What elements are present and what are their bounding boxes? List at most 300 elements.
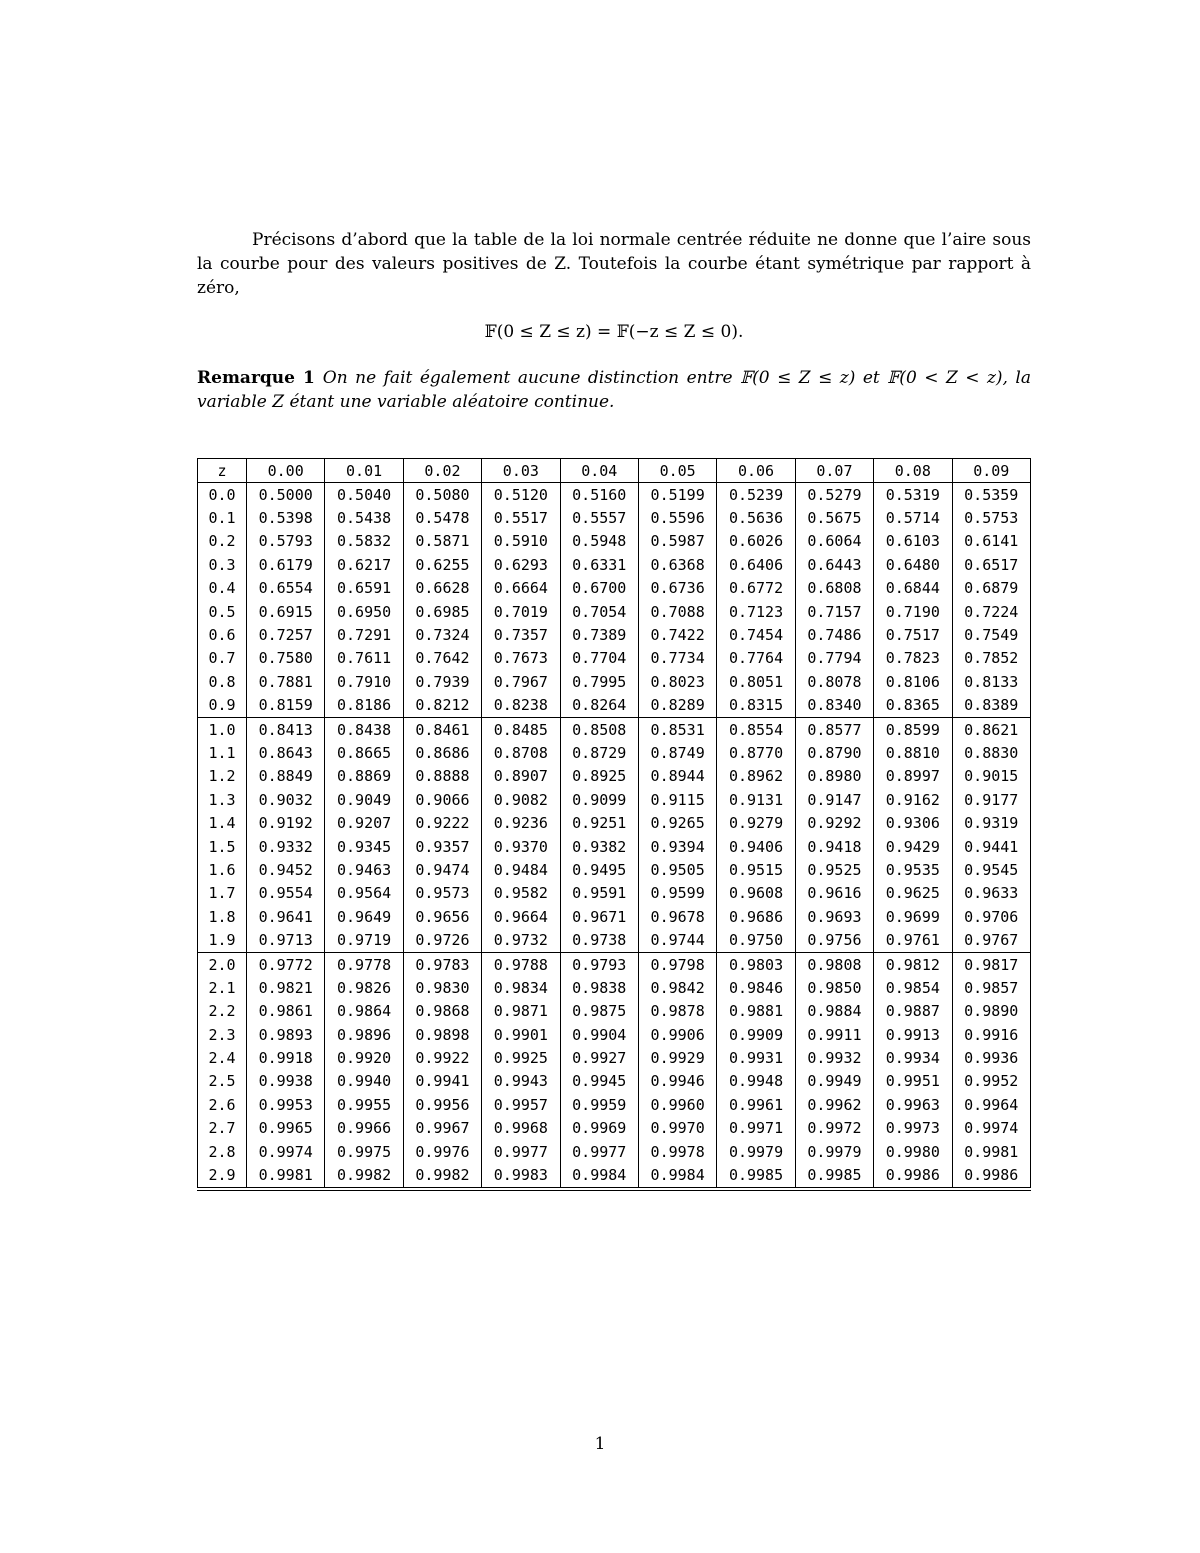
- probability-cell: 0.7190: [874, 600, 952, 623]
- probability-cell: 0.6026: [717, 530, 795, 553]
- probability-cell: 0.9726: [403, 928, 481, 952]
- probability-cell: 0.9761: [874, 928, 952, 952]
- probability-cell: 0.9066: [403, 788, 481, 811]
- probability-cell: 0.8078: [795, 670, 873, 693]
- probability-cell: 0.6915: [247, 600, 325, 623]
- probability-cell: 0.5557: [560, 506, 638, 529]
- table-row: [198, 1163, 1031, 1188]
- z-value-cell: 1.6: [198, 858, 247, 881]
- probability-cell: 0.9452: [247, 858, 325, 881]
- column-header: 0.00: [247, 459, 325, 483]
- table-row: [198, 600, 1031, 623]
- z-value-cell: 0.5: [198, 600, 247, 623]
- column-header: 0.09: [952, 459, 1030, 483]
- probability-cell: 0.9207: [325, 811, 403, 834]
- probability-cell: 0.8643: [247, 741, 325, 764]
- probability-cell: 0.9913: [874, 1023, 952, 1046]
- probability-cell: 0.6293: [482, 553, 560, 576]
- table-row: [198, 788, 1031, 811]
- probability-cell: 0.7611: [325, 647, 403, 670]
- probability-cell: 0.7995: [560, 670, 638, 693]
- probability-cell: 0.7580: [247, 647, 325, 670]
- probability-cell: 0.8888: [403, 765, 481, 788]
- probability-cell: 0.7486: [795, 623, 873, 646]
- table-row: [198, 835, 1031, 858]
- probability-cell: 0.9706: [952, 905, 1030, 928]
- probability-cell: 0.9332: [247, 835, 325, 858]
- probability-cell: 0.7454: [717, 623, 795, 646]
- probability-cell: 0.5438: [325, 506, 403, 529]
- z-value-cell: 0.8: [198, 670, 247, 693]
- probability-cell: 0.9972: [795, 1117, 873, 1140]
- probability-cell: 0.6591: [325, 577, 403, 600]
- probability-cell: 0.8438: [325, 717, 403, 741]
- probability-cell: 0.8315: [717, 694, 795, 718]
- probability-cell: 0.9909: [717, 1023, 795, 1046]
- probability-cell: 0.9744: [638, 928, 716, 952]
- probability-cell: 0.9977: [482, 1140, 560, 1163]
- remark-text: On ne fait également aucune distinction entre 𝔽(0 ≤ Z ≤ z) et 𝔽(0 < Z < z), la variable Z étant une variable aléatoire continue.: [197, 368, 1032, 412]
- probability-cell: 0.9772: [247, 952, 325, 976]
- probability-cell: 0.9846: [717, 976, 795, 999]
- probability-cell: 0.7389: [560, 623, 638, 646]
- probability-cell: 0.8133: [952, 670, 1030, 693]
- probability-cell: 0.6064: [795, 530, 873, 553]
- probability-cell: 0.8849: [247, 765, 325, 788]
- probability-cell: 0.9857: [952, 976, 1030, 999]
- probability-cell: 0.9864: [325, 1000, 403, 1023]
- probability-cell: 0.6443: [795, 553, 873, 576]
- probability-cell: 0.9821: [247, 976, 325, 999]
- intro-paragraph: [197, 228, 1031, 300]
- probability-cell: 0.9898: [403, 1023, 481, 1046]
- probability-cell: 0.9671: [560, 905, 638, 928]
- probability-cell: 0.6517: [952, 553, 1030, 576]
- probability-cell: 0.9868: [403, 1000, 481, 1023]
- probability-cell: 0.8051: [717, 670, 795, 693]
- probability-cell: 0.9901: [482, 1023, 560, 1046]
- symmetry-equation: 𝔽(0 ≤ Z ≤ z) = 𝔽(−z ≤ Z ≤ 0).: [484, 322, 744, 342]
- probability-cell: 0.9049: [325, 788, 403, 811]
- probability-cell: 0.6554: [247, 577, 325, 600]
- probability-cell: 0.8508: [560, 717, 638, 741]
- column-header: 0.02: [403, 459, 481, 483]
- table-row: [198, 623, 1031, 646]
- probability-cell: 0.9949: [795, 1070, 873, 1093]
- probability-cell: 0.9441: [952, 835, 1030, 858]
- probability-cell: 0.9929: [638, 1046, 716, 1069]
- probability-cell: 0.9525: [795, 858, 873, 881]
- probability-cell: 0.9975: [325, 1140, 403, 1163]
- table-row: [198, 1070, 1031, 1093]
- probability-cell: 0.9911: [795, 1023, 873, 1046]
- probability-cell: 0.8962: [717, 765, 795, 788]
- z-value-cell: 1.5: [198, 835, 247, 858]
- probability-cell: 0.5359: [952, 483, 1030, 507]
- probability-cell: 0.9973: [874, 1117, 952, 1140]
- table-row: [198, 811, 1031, 834]
- z-value-cell: 0.3: [198, 553, 247, 576]
- table-row: [198, 765, 1031, 788]
- probability-cell: 0.7967: [482, 670, 560, 693]
- probability-cell: 0.9292: [795, 811, 873, 834]
- z-value-cell: 2.2: [198, 1000, 247, 1023]
- probability-cell: 0.9965: [247, 1117, 325, 1140]
- table-header-row: [198, 459, 1031, 483]
- table-row: [198, 1093, 1031, 1116]
- probability-cell: 0.9783: [403, 952, 481, 976]
- table-row: [198, 506, 1031, 529]
- probability-cell: 0.9854: [874, 976, 952, 999]
- probability-cell: 0.9971: [717, 1117, 795, 1140]
- probability-cell: 0.8907: [482, 765, 560, 788]
- probability-cell: 0.9535: [874, 858, 952, 881]
- probability-cell: 0.6179: [247, 553, 325, 576]
- probability-cell: 0.9925: [482, 1046, 560, 1069]
- probability-cell: 0.9922: [403, 1046, 481, 1069]
- table-row: [198, 717, 1031, 741]
- probability-cell: 0.9948: [717, 1070, 795, 1093]
- probability-cell: 0.5398: [247, 506, 325, 529]
- z-value-cell: 1.3: [198, 788, 247, 811]
- probability-cell: 0.9177: [952, 788, 1030, 811]
- probability-cell: 0.9981: [952, 1140, 1030, 1163]
- probability-cell: 0.9952: [952, 1070, 1030, 1093]
- probability-cell: 0.8023: [638, 670, 716, 693]
- probability-cell: 0.9830: [403, 976, 481, 999]
- table-row: [198, 1140, 1031, 1163]
- z-value-cell: 0.2: [198, 530, 247, 553]
- table-row: [198, 530, 1031, 553]
- probability-cell: 0.9798: [638, 952, 716, 976]
- probability-cell: 0.9279: [717, 811, 795, 834]
- probability-cell: 0.7088: [638, 600, 716, 623]
- probability-cell: 0.7157: [795, 600, 873, 623]
- probability-cell: 0.9505: [638, 858, 716, 881]
- probability-cell: 0.9878: [638, 1000, 716, 1023]
- probability-cell: 0.9984: [560, 1163, 638, 1188]
- table-body: [198, 483, 1031, 1189]
- probability-cell: 0.9890: [952, 1000, 1030, 1023]
- probability-cell: 0.9756: [795, 928, 873, 952]
- probability-cell: 0.9916: [952, 1023, 1030, 1046]
- probability-cell: 0.9495: [560, 858, 638, 881]
- probability-cell: 0.7324: [403, 623, 481, 646]
- intro-text: Précisons d’abord que la table de la loi normale centrée réduite ne donne que l’aire sous la courbe pour des valeurs positives de Z. Toutefois la courbe étant symétrique par rapport à zéro,: [197, 230, 1031, 298]
- probability-cell: 0.7054: [560, 600, 638, 623]
- z-value-cell: 1.7: [198, 882, 247, 905]
- probability-cell: 0.5199: [638, 483, 716, 507]
- probability-cell: 0.5000: [247, 483, 325, 507]
- probability-cell: 0.7517: [874, 623, 952, 646]
- probability-cell: 0.8264: [560, 694, 638, 718]
- probability-cell: 0.8531: [638, 717, 716, 741]
- probability-cell: 0.9962: [795, 1093, 873, 1116]
- probability-cell: 0.8729: [560, 741, 638, 764]
- probability-cell: 0.9983: [482, 1163, 560, 1188]
- probability-cell: 0.9893: [247, 1023, 325, 1046]
- column-header: 0.05: [638, 459, 716, 483]
- z-value-cell: 2.0: [198, 952, 247, 976]
- probability-cell: 0.9678: [638, 905, 716, 928]
- probability-cell: 0.9319: [952, 811, 1030, 834]
- probability-cell: 0.6628: [403, 577, 481, 600]
- probability-cell: 0.6844: [874, 577, 952, 600]
- probability-cell: 0.9963: [874, 1093, 952, 1116]
- column-header: 0.08: [874, 459, 952, 483]
- probability-cell: 0.6406: [717, 553, 795, 576]
- z-value-cell: 0.6: [198, 623, 247, 646]
- probability-cell: 0.6331: [560, 553, 638, 576]
- probability-cell: 0.7910: [325, 670, 403, 693]
- probability-cell: 0.9082: [482, 788, 560, 811]
- probability-cell: 0.7549: [952, 623, 1030, 646]
- probability-cell: 0.9920: [325, 1046, 403, 1069]
- probability-cell: 0.5793: [247, 530, 325, 553]
- probability-cell: 0.9406: [717, 835, 795, 858]
- table-row: [198, 741, 1031, 764]
- probability-cell: 0.9955: [325, 1093, 403, 1116]
- probability-cell: 0.9985: [795, 1163, 873, 1188]
- z-value-cell: 1.2: [198, 765, 247, 788]
- probability-cell: 0.9927: [560, 1046, 638, 1069]
- probability-cell: 0.9842: [638, 976, 716, 999]
- probability-cell: 0.9656: [403, 905, 481, 928]
- column-header: 0.07: [795, 459, 873, 483]
- z-value-cell: 0.9: [198, 694, 247, 718]
- probability-cell: 0.9974: [952, 1117, 1030, 1140]
- probability-cell: 0.9345: [325, 835, 403, 858]
- probability-cell: 0.9850: [795, 976, 873, 999]
- probability-cell: 0.9099: [560, 788, 638, 811]
- probability-cell: 0.8944: [638, 765, 716, 788]
- probability-cell: 0.9554: [247, 882, 325, 905]
- probability-cell: 0.5120: [482, 483, 560, 507]
- probability-cell: 0.7357: [482, 623, 560, 646]
- table-row: [198, 670, 1031, 693]
- probability-cell: 0.9222: [403, 811, 481, 834]
- probability-cell: 0.6736: [638, 577, 716, 600]
- probability-cell: 0.9515: [717, 858, 795, 881]
- z-value-cell: 1.1: [198, 741, 247, 764]
- probability-cell: 0.9474: [403, 858, 481, 881]
- z-value-cell: 2.8: [198, 1140, 247, 1163]
- probability-cell: 0.7939: [403, 670, 481, 693]
- probability-cell: 0.9357: [403, 835, 481, 858]
- probability-cell: 0.9641: [247, 905, 325, 928]
- probability-cell: 0.9938: [247, 1070, 325, 1093]
- probability-cell: 0.7764: [717, 647, 795, 670]
- probability-cell: 0.5948: [560, 530, 638, 553]
- probability-cell: 0.8389: [952, 694, 1030, 718]
- probability-cell: 0.5279: [795, 483, 873, 507]
- probability-cell: 0.9861: [247, 1000, 325, 1023]
- probability-cell: 0.9463: [325, 858, 403, 881]
- table-row: [198, 905, 1031, 928]
- probability-cell: 0.9960: [638, 1093, 716, 1116]
- probability-cell: 0.5675: [795, 506, 873, 529]
- probability-cell: 0.9940: [325, 1070, 403, 1093]
- probability-cell: 0.8365: [874, 694, 952, 718]
- probability-cell: 0.6217: [325, 553, 403, 576]
- remark-label: Remarque 1: [197, 368, 315, 388]
- probability-cell: 0.9969: [560, 1117, 638, 1140]
- probability-cell: 0.9887: [874, 1000, 952, 1023]
- probability-cell: 0.8925: [560, 765, 638, 788]
- probability-cell: 0.6480: [874, 553, 952, 576]
- probability-cell: 0.8212: [403, 694, 481, 718]
- probability-cell: 0.8790: [795, 741, 873, 764]
- probability-cell: 0.9608: [717, 882, 795, 905]
- probability-cell: 0.8708: [482, 741, 560, 764]
- probability-cell: 0.9968: [482, 1117, 560, 1140]
- probability-cell: 0.7123: [717, 600, 795, 623]
- probability-cell: 0.5636: [717, 506, 795, 529]
- probability-cell: 0.8289: [638, 694, 716, 718]
- probability-cell: 0.9265: [638, 811, 716, 834]
- probability-cell: 0.6368: [638, 553, 716, 576]
- probability-cell: 0.7422: [638, 623, 716, 646]
- probability-cell: 0.7852: [952, 647, 1030, 670]
- probability-cell: 0.9943: [482, 1070, 560, 1093]
- z-value-cell: 2.6: [198, 1093, 247, 1116]
- probability-cell: 0.8340: [795, 694, 873, 718]
- z-value-cell: 2.4: [198, 1046, 247, 1069]
- probability-cell: 0.9484: [482, 858, 560, 881]
- probability-cell: 0.9394: [638, 835, 716, 858]
- probability-cell: 0.6103: [874, 530, 952, 553]
- probability-cell: 0.9699: [874, 905, 952, 928]
- z-value-cell: 0.1: [198, 506, 247, 529]
- probability-cell: 0.8621: [952, 717, 1030, 741]
- probability-cell: 0.9951: [874, 1070, 952, 1093]
- probability-cell: 0.9693: [795, 905, 873, 928]
- probability-cell: 0.8869: [325, 765, 403, 788]
- probability-cell: 0.9976: [403, 1140, 481, 1163]
- probability-cell: 0.8186: [325, 694, 403, 718]
- column-header: 0.06: [717, 459, 795, 483]
- probability-cell: 0.9418: [795, 835, 873, 858]
- probability-cell: 0.8159: [247, 694, 325, 718]
- probability-cell: 0.9918: [247, 1046, 325, 1069]
- probability-cell: 0.7704: [560, 647, 638, 670]
- table-row: [198, 1117, 1031, 1140]
- probability-cell: 0.9974: [247, 1140, 325, 1163]
- probability-cell: 0.5239: [717, 483, 795, 507]
- probability-cell: 0.5753: [952, 506, 1030, 529]
- probability-cell: 0.9778: [325, 952, 403, 976]
- probability-cell: 0.8577: [795, 717, 873, 741]
- z-value-cell: 2.3: [198, 1023, 247, 1046]
- column-header: 0.03: [482, 459, 560, 483]
- probability-cell: 0.9826: [325, 976, 403, 999]
- probability-cell: 0.7642: [403, 647, 481, 670]
- probability-cell: 0.6772: [717, 577, 795, 600]
- table-row: [198, 647, 1031, 670]
- table-row: [198, 483, 1031, 507]
- probability-cell: 0.9980: [874, 1140, 952, 1163]
- probability-cell: 0.8106: [874, 670, 952, 693]
- probability-cell: 0.9032: [247, 788, 325, 811]
- probability-cell: 0.9306: [874, 811, 952, 834]
- probability-cell: 0.6985: [403, 600, 481, 623]
- table-row: [198, 1000, 1031, 1023]
- probability-cell: 0.6255: [403, 553, 481, 576]
- probability-cell: 0.9616: [795, 882, 873, 905]
- table-row: [198, 553, 1031, 576]
- column-header: z: [198, 459, 247, 483]
- probability-cell: 0.8238: [482, 694, 560, 718]
- probability-cell: 0.9015: [952, 765, 1030, 788]
- probability-cell: 0.9115: [638, 788, 716, 811]
- probability-cell: 0.8599: [874, 717, 952, 741]
- probability-cell: 0.9953: [247, 1093, 325, 1116]
- table-row: [198, 858, 1031, 881]
- probability-cell: 0.9979: [795, 1140, 873, 1163]
- probability-cell: 0.9131: [717, 788, 795, 811]
- probability-cell: 0.9932: [795, 1046, 873, 1069]
- table-row: [198, 1046, 1031, 1069]
- probability-cell: 0.9834: [482, 976, 560, 999]
- probability-cell: 0.9686: [717, 905, 795, 928]
- probability-cell: 0.8770: [717, 741, 795, 764]
- probability-cell: 0.8413: [247, 717, 325, 741]
- probability-cell: 0.9192: [247, 811, 325, 834]
- probability-cell: 0.9936: [952, 1046, 1030, 1069]
- probability-cell: 0.9812: [874, 952, 952, 976]
- probability-cell: 0.9808: [795, 952, 873, 976]
- probability-cell: 0.9982: [325, 1163, 403, 1188]
- probability-cell: 0.9986: [952, 1163, 1030, 1188]
- probability-cell: 0.9875: [560, 1000, 638, 1023]
- probability-cell: 0.9978: [638, 1140, 716, 1163]
- probability-cell: 0.5517: [482, 506, 560, 529]
- probability-cell: 0.9961: [717, 1093, 795, 1116]
- probability-cell: 0.9147: [795, 788, 873, 811]
- probability-cell: 0.9788: [482, 952, 560, 976]
- probability-cell: 0.5910: [482, 530, 560, 553]
- probability-cell: 0.9970: [638, 1117, 716, 1140]
- probability-cell: 0.5080: [403, 483, 481, 507]
- z-value-cell: 2.5: [198, 1070, 247, 1093]
- probability-cell: 0.5987: [638, 530, 716, 553]
- probability-cell: 0.9793: [560, 952, 638, 976]
- probability-cell: 0.9719: [325, 928, 403, 952]
- probability-cell: 0.9871: [482, 1000, 560, 1023]
- probability-cell: 0.9767: [952, 928, 1030, 952]
- probability-cell: 0.7823: [874, 647, 952, 670]
- probability-cell: 0.7019: [482, 600, 560, 623]
- probability-cell: 0.9986: [874, 1163, 952, 1188]
- probability-cell: 0.7734: [638, 647, 716, 670]
- probability-cell: 0.9803: [717, 952, 795, 976]
- z-value-cell: 1.8: [198, 905, 247, 928]
- probability-cell: 0.5319: [874, 483, 952, 507]
- z-value-cell: 0.0: [198, 483, 247, 507]
- probability-cell: 0.8997: [874, 765, 952, 788]
- probability-cell: 0.9750: [717, 928, 795, 952]
- probability-cell: 0.6950: [325, 600, 403, 623]
- probability-cell: 0.9982: [403, 1163, 481, 1188]
- probability-cell: 0.5832: [325, 530, 403, 553]
- probability-cell: 0.9931: [717, 1046, 795, 1069]
- column-header: 0.04: [560, 459, 638, 483]
- probability-cell: 0.9884: [795, 1000, 873, 1023]
- probability-cell: 0.9633: [952, 882, 1030, 905]
- probability-cell: 0.9957: [482, 1093, 560, 1116]
- probability-cell: 0.9985: [717, 1163, 795, 1188]
- probability-cell: 0.9979: [717, 1140, 795, 1163]
